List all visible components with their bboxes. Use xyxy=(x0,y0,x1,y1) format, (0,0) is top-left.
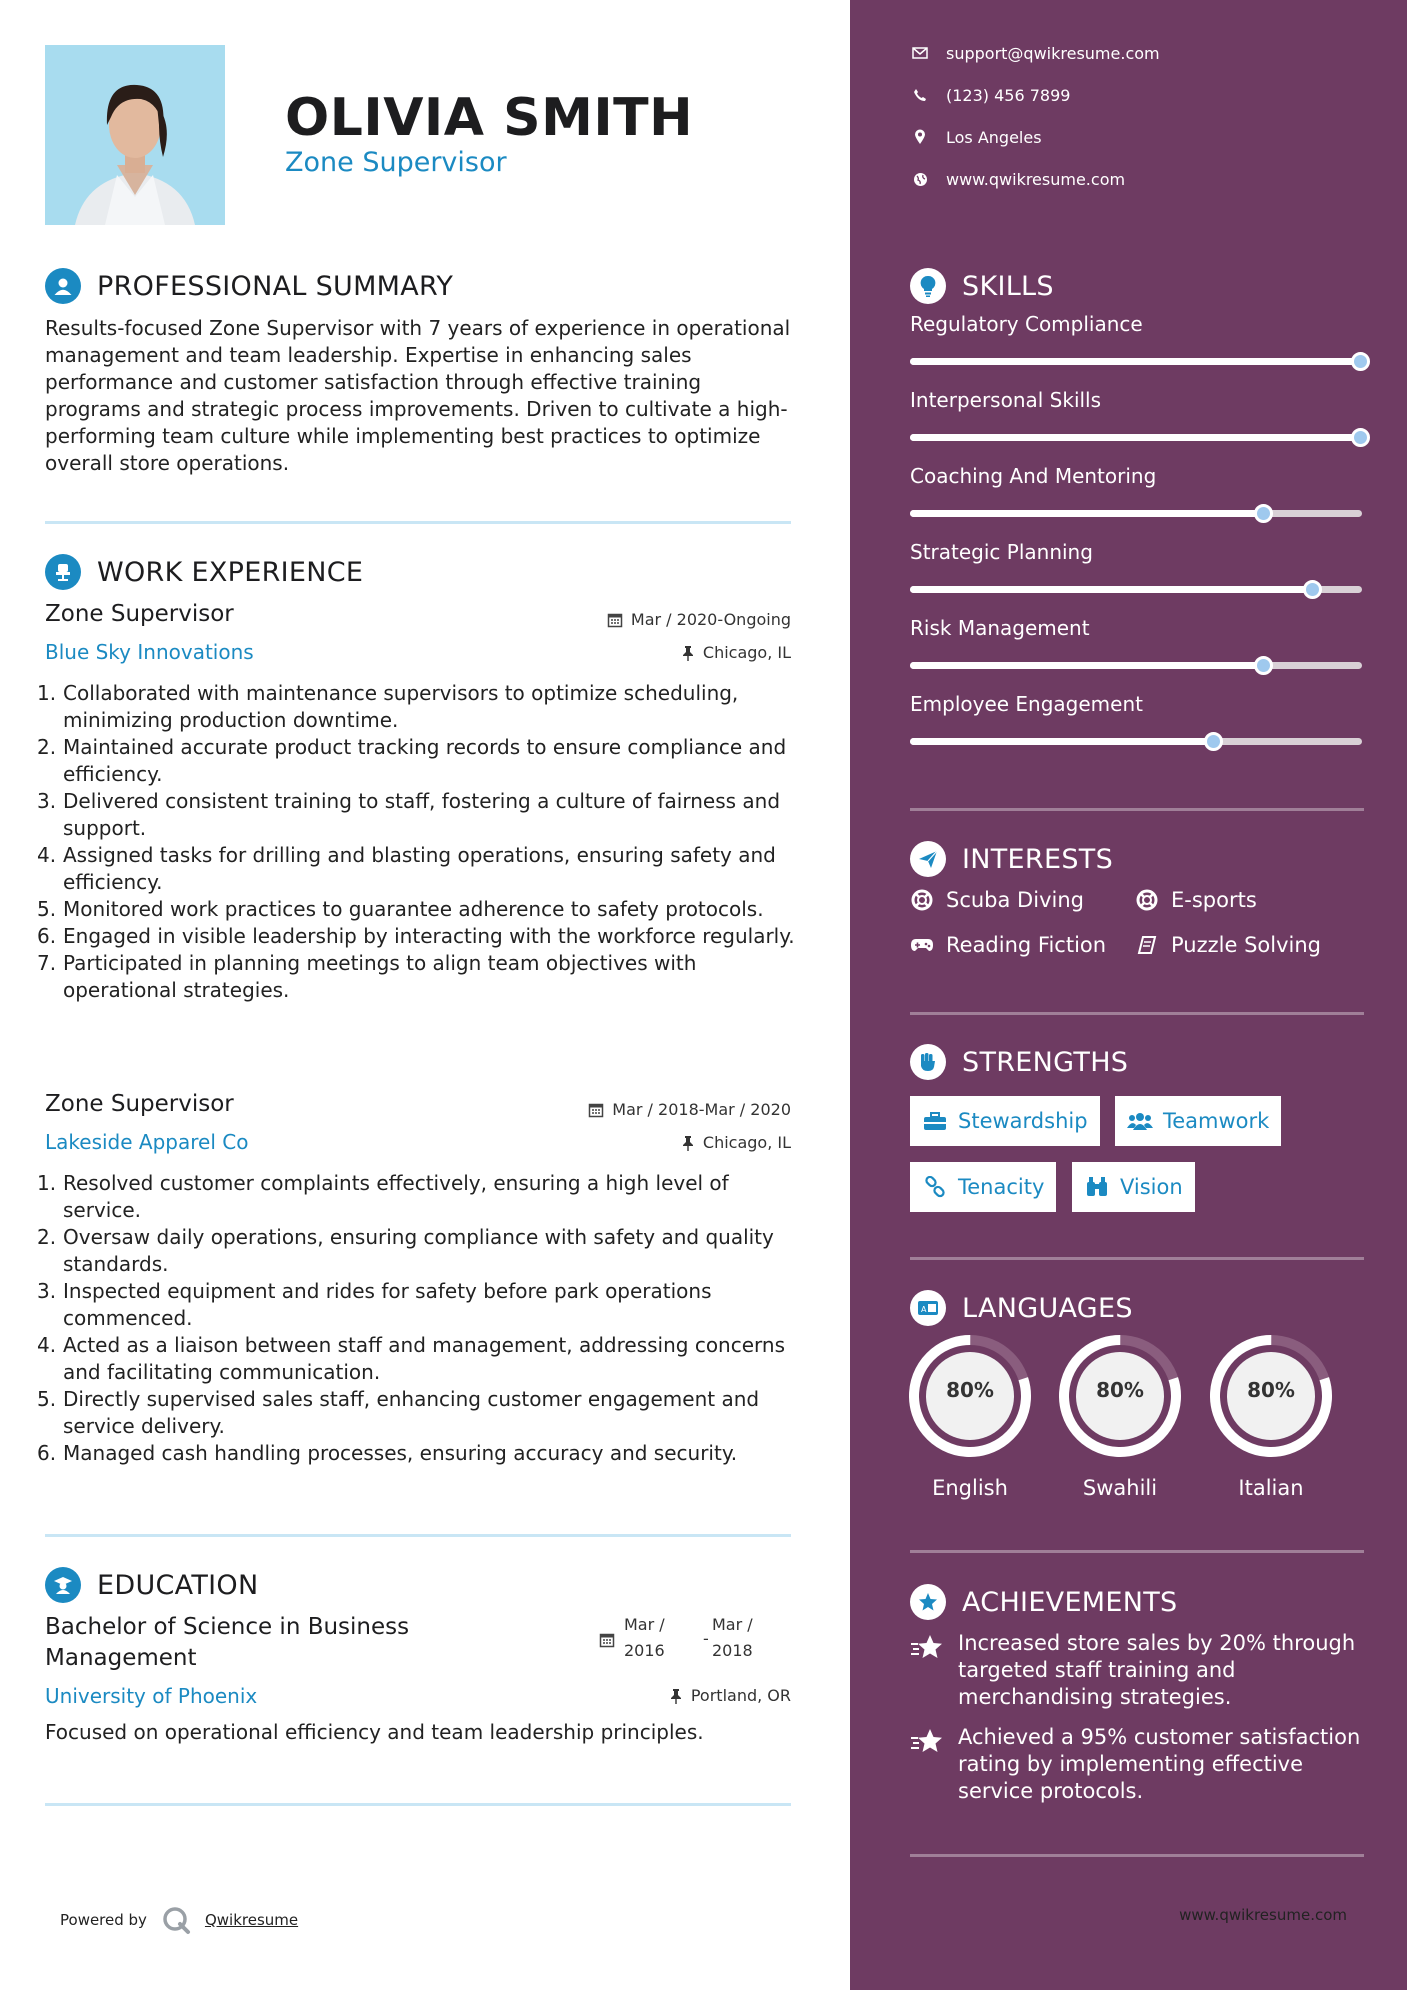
skill-bar-fill xyxy=(910,738,1213,745)
interest-label: Puzzle Solving xyxy=(1171,933,1321,957)
job-date-text: Mar / 2020-Ongoing xyxy=(630,610,791,629)
strength-chip xyxy=(1072,1162,1195,1212)
language-percent: 80% xyxy=(1247,1378,1295,1402)
job-location-text: Chicago, IL xyxy=(702,1133,791,1152)
job-location xyxy=(681,643,791,662)
strength-label: Vision xyxy=(1120,1175,1183,1199)
skills-heading xyxy=(910,268,1054,304)
list-item xyxy=(37,842,797,896)
strength-chip xyxy=(1115,1096,1281,1146)
achievement-text: Achieved a 95% customer satisfaction rating by implementing effective service protocols. xyxy=(958,1725,1361,1803)
star-icon xyxy=(910,1726,946,1762)
skill-label: Employee Engagement xyxy=(910,692,1143,716)
binoculars-icon xyxy=(1084,1174,1110,1200)
education-end xyxy=(712,1612,753,1664)
divider xyxy=(45,521,791,524)
skill-label: Risk Management xyxy=(910,616,1090,640)
contact-website-text: www.qwikresume.com xyxy=(946,169,1126,189)
list-item-text: Inspected equipment and rides for safety before park operations commenced. xyxy=(63,1279,712,1330)
list-item-number: 5. xyxy=(37,897,57,921)
language-percent: 80% xyxy=(946,1378,994,1402)
list-item xyxy=(37,1278,797,1332)
powered-by-label: Powered by xyxy=(60,1911,147,1929)
divider xyxy=(910,1550,1364,1553)
paper-plane-icon xyxy=(910,841,946,877)
contact-website[interactable] xyxy=(910,169,1125,189)
language-name: Italian xyxy=(1238,1476,1304,1500)
list-item-text: Monitored work practices to guarantee adherence to safety protocols. xyxy=(63,897,764,921)
interest-item xyxy=(910,888,1084,912)
list-item xyxy=(37,734,797,788)
skill-label: Regulatory Compliance xyxy=(910,312,1143,336)
skill-bar-knob xyxy=(1254,656,1273,675)
contact-location-text: Los Angeles xyxy=(946,127,1042,147)
candidate-name: OLIVIA SMITH xyxy=(285,88,694,148)
chair-icon xyxy=(45,554,81,590)
strengths-title: STRENGTHS xyxy=(962,1046,1129,1078)
contact-phone[interactable] xyxy=(910,85,1070,105)
achievement-text: Increased store sales by 20% through targeted staff training and merchandising strategies. xyxy=(958,1631,1356,1709)
job-date-text: Mar / 2018-Mar / 2020 xyxy=(612,1100,791,1119)
divider xyxy=(45,1534,791,1537)
skill-bar xyxy=(910,662,1362,669)
list-item-number: 2. xyxy=(37,735,57,759)
education-location-text: Portland, OR xyxy=(690,1686,791,1705)
education-start-year: 2016 xyxy=(624,1641,665,1660)
lightbulb-icon xyxy=(910,268,946,304)
skill-bar xyxy=(910,586,1362,593)
list-item xyxy=(37,896,797,923)
summary-heading xyxy=(45,268,453,304)
strength-chip xyxy=(910,1162,1056,1212)
strength-label: Tenacity xyxy=(958,1175,1045,1199)
powered-by xyxy=(60,1905,298,1935)
strength-chip xyxy=(910,1096,1100,1146)
achievement-item xyxy=(910,1724,1370,1805)
pushpin-icon xyxy=(681,645,695,661)
education-start xyxy=(624,1612,665,1664)
skill-bar-fill xyxy=(910,586,1312,593)
duties-list xyxy=(37,680,797,1004)
skills-title: SKILLS xyxy=(962,270,1054,302)
list-item-text: Acted as a liaison between staff and management, addressing concerns and facilitating communication. xyxy=(63,1333,785,1384)
avatar xyxy=(45,45,225,225)
globe-icon xyxy=(910,169,930,189)
strength-label: Teamwork xyxy=(1163,1109,1270,1133)
interest-item xyxy=(1135,933,1321,957)
skill-label: Coaching And Mentoring xyxy=(910,464,1157,488)
star-icon xyxy=(910,1632,946,1668)
list-item xyxy=(37,1170,797,1224)
skill-label: Strategic Planning xyxy=(910,540,1093,564)
list-item-text: Resolved customer complaints effectively, ensuring a high level of service. xyxy=(63,1171,729,1222)
skill-bar xyxy=(910,434,1362,441)
language-item xyxy=(1209,1334,1333,1500)
skill-bar-knob xyxy=(1254,504,1273,523)
list-item xyxy=(37,788,797,842)
education-title: EDUCATION xyxy=(97,1569,259,1601)
degree-line-2: Management xyxy=(45,1645,197,1671)
achievements-title: ACHIEVEMENTS xyxy=(962,1586,1178,1618)
strengths-heading xyxy=(910,1044,1128,1080)
achievement-item xyxy=(910,1630,1370,1711)
interest-item xyxy=(910,933,1106,957)
list-item-number: 4. xyxy=(37,843,57,867)
skill-label: Interpersonal Skills xyxy=(910,388,1102,412)
skill-bar xyxy=(910,510,1362,517)
list-item xyxy=(37,1224,797,1278)
skill-bar-knob xyxy=(1303,580,1322,599)
education-end-month: Mar / xyxy=(712,1615,753,1634)
list-item-text: Directly supervised sales staff, enhancing customer engagement and service delivery. xyxy=(63,1387,760,1438)
footer-site[interactable]: www.qwikresume.com xyxy=(1179,1906,1347,1924)
education-date-dash: - xyxy=(703,1629,709,1648)
contact-location xyxy=(910,127,1042,147)
contact-email[interactable] xyxy=(910,43,1160,63)
school-name: University of Phoenix xyxy=(45,1684,258,1708)
skill-bar-fill xyxy=(910,358,1362,365)
language-item xyxy=(1058,1334,1182,1500)
contact-email-text: support@qwikresume.com xyxy=(946,43,1160,63)
list-item-text: Delivered consistent training to staff, fostering a culture of fairness and support. xyxy=(63,789,781,840)
skill-bar-fill xyxy=(910,662,1263,669)
job-location-text: Chicago, IL xyxy=(702,643,791,662)
pushpin-icon xyxy=(669,1688,683,1704)
list-item-text: Collaborated with maintenance supervisors to optimize scheduling, minimizing production downtime. xyxy=(63,681,739,732)
list-item-number: 3. xyxy=(37,1279,57,1303)
gamepad-icon xyxy=(910,933,934,957)
profile-photo xyxy=(45,45,225,225)
candidate-title: Zone Supervisor xyxy=(285,147,507,178)
company-name: Blue Sky Innovations xyxy=(45,640,254,664)
language-name: English xyxy=(932,1476,1008,1500)
list-item-number: 7. xyxy=(37,951,57,975)
summary-title: PROFESSIONAL SUMMARY xyxy=(97,270,454,302)
list-item xyxy=(37,1386,797,1440)
education-heading xyxy=(45,1567,258,1603)
divider xyxy=(910,1257,1364,1260)
calendar-icon xyxy=(607,612,623,628)
graduate-icon xyxy=(45,1567,81,1603)
sidebar xyxy=(850,0,1407,1990)
job-title: Zone Supervisor xyxy=(45,601,234,627)
list-item-text: Managed cash handling processes, ensuring accuracy and security. xyxy=(63,1441,738,1465)
education-description: Focused on operational efficiency and team leadership principles. xyxy=(45,1720,704,1744)
interests-heading xyxy=(910,841,1113,877)
list-item-number: 1. xyxy=(37,681,57,705)
work-heading xyxy=(45,554,363,590)
list-item-number: 2. xyxy=(37,1225,57,1249)
skill-bar-fill xyxy=(910,434,1362,441)
list-item-number: 4. xyxy=(37,1333,57,1357)
degree-line-1: Bachelor of Science in Business xyxy=(45,1614,410,1640)
list-item xyxy=(37,1332,797,1386)
job-date xyxy=(588,1100,791,1119)
star-badge-icon xyxy=(910,1584,946,1620)
svg-text:A: A xyxy=(921,1305,927,1314)
company-name: Lakeside Apparel Co xyxy=(45,1130,249,1154)
education-start-month: Mar / xyxy=(624,1615,665,1634)
list-item-number: 1. xyxy=(37,1171,57,1195)
map-pin-icon xyxy=(910,127,930,147)
divider xyxy=(910,1012,1364,1015)
calendar-icon xyxy=(588,1102,604,1118)
education-end-year: 2018 xyxy=(712,1641,753,1660)
lifebuoy-icon xyxy=(1135,888,1159,912)
calendar-icon xyxy=(599,1632,615,1652)
translate-icon xyxy=(910,1290,946,1326)
divider xyxy=(45,1803,791,1806)
contact-phone-text: (123) 456 7899 xyxy=(946,85,1071,105)
list-item xyxy=(37,923,797,950)
user-icon xyxy=(45,268,81,304)
divider xyxy=(910,1854,1364,1857)
envelope-icon xyxy=(910,43,930,63)
achievements-heading xyxy=(910,1584,1178,1620)
languages-heading xyxy=(910,1290,1133,1326)
lifebuoy-icon xyxy=(910,888,934,912)
languages-title: LANGUAGES xyxy=(962,1292,1133,1324)
list-item-text: Oversaw daily operations, ensuring compliance with safety and quality standards. xyxy=(63,1225,774,1276)
language-percent: 80% xyxy=(1096,1378,1144,1402)
skill-bar-fill xyxy=(910,510,1263,517)
briefcase-icon xyxy=(922,1108,948,1134)
list-item-number: 5. xyxy=(37,1387,57,1411)
work-title: WORK EXPERIENCE xyxy=(97,556,364,588)
skill-bar-knob xyxy=(1351,428,1370,447)
list-item xyxy=(37,680,797,734)
language-name: Swahili xyxy=(1082,1476,1158,1500)
interest-label: Reading Fiction xyxy=(946,933,1107,957)
skill-bar xyxy=(910,358,1362,365)
qwikresume-logo-icon xyxy=(161,1905,191,1935)
list-item xyxy=(37,950,797,1004)
phone-icon xyxy=(910,85,930,105)
list-item-number: 6. xyxy=(37,924,57,948)
skill-bar-knob xyxy=(1204,732,1223,751)
list-item-text: Assigned tasks for drilling and blasting operations, ensuring safety and efficiency. xyxy=(63,843,776,894)
list-item-text: Engaged in visible leadership by interacting with the workforce regularly. xyxy=(63,924,795,948)
summary-text: Results-focused Zone Supervisor with 7 years of experience in operational management and team leadership. Expertise in enhancing sales performance and customer satisfaction through effective training programs and strategic process improvements. Driven to cultivate a high-performing team culture while implementing best practices to optimize overall store operations. xyxy=(45,316,791,475)
list-item-number: 3. xyxy=(37,789,57,813)
interests-title: INTERESTS xyxy=(962,843,1114,875)
interest-label: Scuba Diving xyxy=(946,888,1084,912)
list-item-text: Participated in planning meetings to align team objectives with operational strategies. xyxy=(63,951,697,1002)
job-date xyxy=(607,610,791,629)
skill-bar xyxy=(910,738,1362,745)
book-icon xyxy=(1135,933,1159,957)
interest-item xyxy=(1135,888,1257,912)
list-item-text: Maintained accurate product tracking records to ensure compliance and efficiency. xyxy=(63,735,787,786)
strength-label: Stewardship xyxy=(958,1109,1088,1133)
divider xyxy=(910,808,1364,811)
education-location xyxy=(669,1686,791,1705)
list-item-number: 6. xyxy=(37,1441,57,1465)
job-location xyxy=(681,1133,791,1152)
duties-list xyxy=(37,1170,797,1467)
list-item xyxy=(37,1440,797,1467)
skill-bar-knob xyxy=(1351,352,1370,371)
language-item xyxy=(908,1334,1032,1500)
pushpin-icon xyxy=(681,1135,695,1151)
qwikresume-link[interactable]: Qwikresume xyxy=(204,1911,299,1929)
users-icon xyxy=(1127,1108,1153,1134)
link-icon xyxy=(922,1174,948,1200)
fist-icon xyxy=(910,1044,946,1080)
job-title: Zone Supervisor xyxy=(45,1091,234,1117)
interest-label: E-sports xyxy=(1171,888,1257,912)
